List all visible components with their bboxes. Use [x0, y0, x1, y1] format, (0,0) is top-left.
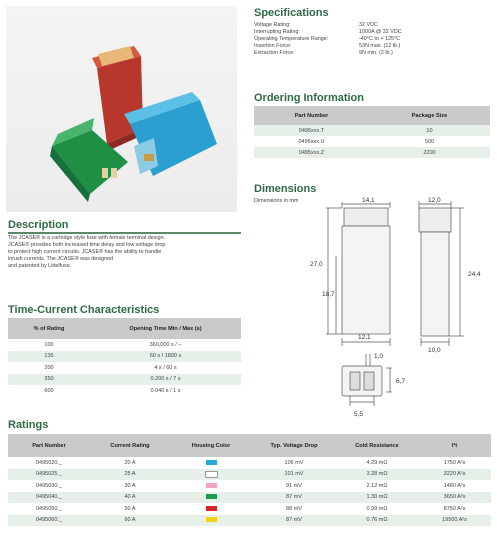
table-cell: 135	[8, 351, 90, 363]
dimensions-drawing	[296, 196, 496, 428]
spec-value: 1000A @ 32 VDC	[359, 28, 402, 35]
table-cell: 106 mV	[252, 457, 336, 469]
dim-height-total: 27,0	[310, 261, 323, 268]
table-cell: 0495025._	[8, 469, 90, 481]
housing-color-swatch	[206, 460, 217, 465]
ratings-header: Part Number	[8, 434, 90, 457]
spec-label: Operating Temperature Range:	[254, 35, 329, 42]
spec-row	[254, 50, 490, 57]
housing-color-cell	[170, 503, 252, 515]
table-cell: 0.200 s / 7 s	[90, 374, 241, 386]
description-line: JCASE® provides both increased time delay and low voltage drop	[8, 241, 166, 248]
table-cell: 0.99 mΩ	[336, 503, 418, 515]
table-cell: 0495xxx.U	[254, 136, 369, 147]
table-row	[8, 515, 491, 527]
table-row	[254, 147, 490, 158]
table-cell: 0495020._	[8, 457, 90, 469]
table-cell: 91 mV	[252, 480, 336, 492]
spec-row	[254, 29, 490, 36]
table-cell: 1750 A²s	[418, 457, 491, 469]
table-cell: 0495xxx.T	[254, 125, 369, 136]
specifications-list	[254, 22, 490, 57]
dim-side-bottom: 10,0	[428, 347, 441, 354]
table-cell: 0495030._	[8, 480, 90, 492]
table-row	[8, 503, 491, 515]
spec-row	[254, 22, 490, 29]
specifications-title: Specifications	[254, 7, 329, 19]
time-current-table	[8, 318, 241, 397]
description-text	[8, 235, 248, 270]
table-cell: 600	[8, 385, 90, 397]
housing-color-cell	[170, 457, 252, 469]
spec-label: Extraction Force:	[254, 49, 295, 56]
dim-term-gap: 1,0	[374, 353, 384, 360]
spec-label: Interrupting Rating:	[254, 28, 300, 35]
table-row	[8, 469, 491, 481]
spec-row	[254, 36, 490, 43]
ratings-table	[8, 434, 491, 526]
housing-color-swatch	[206, 483, 217, 488]
table-cell: 19500 A²s	[418, 515, 491, 527]
table-row	[8, 374, 241, 386]
ratings-header: Current Rating	[90, 434, 170, 457]
spec-label: Insertion Force:	[254, 42, 292, 49]
table-row	[8, 385, 241, 397]
table-cell: 2200	[369, 147, 490, 158]
table-cell: 4.29 mΩ	[336, 457, 418, 469]
table-cell: 0495050._	[8, 503, 90, 515]
spec-value: 32 VDC	[359, 22, 378, 28]
spec-row	[254, 43, 490, 50]
table-row	[8, 351, 241, 363]
housing-color-swatch	[205, 471, 218, 478]
table-row	[8, 362, 241, 374]
time-current-header: Opening Time Min / Max (s)	[90, 318, 241, 339]
housing-color-swatch	[206, 494, 217, 499]
description-divider	[8, 232, 241, 234]
table-cell: 87 mV	[252, 515, 336, 527]
table-cell: 3.28 mΩ	[336, 469, 418, 481]
housing-color-cell	[170, 469, 252, 481]
table-cell: 3650 A²s	[418, 492, 491, 504]
time-current-header: % of Rating	[8, 318, 90, 339]
table-row	[254, 136, 490, 147]
dim-term-height: 6,7	[396, 378, 406, 385]
dimensions-title: Dimensions	[254, 183, 317, 195]
table-cell: 3220 A²s	[418, 469, 491, 481]
table-cell: 0495060._	[8, 515, 90, 527]
dim-height-body: 18,7	[322, 291, 335, 298]
table-row	[8, 457, 491, 469]
ratings-header: I²t	[418, 434, 491, 457]
table-cell: 101 mV	[252, 469, 336, 481]
dim-side-top: 12,0	[428, 197, 441, 204]
table-cell: 200	[8, 362, 90, 374]
table-cell: 10	[369, 125, 490, 136]
table-row	[8, 339, 241, 351]
ratings-title: Ratings	[8, 419, 49, 431]
table-row	[8, 492, 491, 504]
housing-color-cell	[170, 492, 252, 504]
description-title: Description	[8, 219, 69, 231]
table-cell: 88 mV	[252, 503, 336, 515]
spec-label: Voltage Rating:	[254, 22, 291, 28]
dim-width-bottom: 12,1	[358, 334, 371, 341]
table-cell: 87 mV	[252, 492, 336, 504]
table-cell: 25 A	[90, 469, 170, 481]
table-cell: 0495xxx.Z	[254, 147, 369, 158]
table-cell: 50 A	[90, 503, 170, 515]
ordering-title: Ordering Information	[254, 92, 364, 104]
description-line: to protect high current circuits. JCASE® has the ability to handle	[8, 248, 162, 255]
ratings-header: Cold Resistance	[336, 434, 418, 457]
table-cell: 360,000 s / –	[90, 339, 241, 351]
ordering-header: Package Size	[369, 106, 490, 125]
description-line: and patented by Littelfuse.	[8, 262, 72, 269]
time-current-title: Time-Current Characteristics	[8, 304, 160, 316]
table-cell: 500	[369, 136, 490, 147]
table-cell: 1480 A²s	[418, 480, 491, 492]
ordering-header: Part Number	[254, 106, 369, 125]
table-cell: 30 A	[90, 480, 170, 492]
table-cell: 8750 A²s	[418, 503, 491, 515]
dim-width-top: 14,1	[362, 197, 375, 204]
ordering-table	[254, 106, 490, 158]
table-cell: 0.76 mΩ	[336, 515, 418, 527]
spec-value: -40°C to + 125°C	[359, 35, 401, 42]
table-cell: 100	[8, 339, 90, 351]
table-cell: 0.040 s / 1 s	[90, 385, 241, 397]
spec-value: 9N min. (2 lb.)	[359, 49, 393, 56]
table-cell: 20 A	[90, 457, 170, 469]
table-cell: 2.12 mΩ	[336, 480, 418, 492]
table-cell: 4 s / 60 s	[90, 362, 241, 374]
description-line: inrush currents. The JCASE® was designed	[8, 255, 114, 262]
housing-color-cell	[170, 515, 252, 527]
product-photo	[6, 6, 237, 212]
table-cell: 0495040._	[8, 492, 90, 504]
dim-side-height: 24,4	[468, 271, 481, 278]
dim-term-width: 5,5	[354, 411, 364, 418]
table-cell: 60 s / 1800 s	[90, 351, 241, 363]
table-cell: 350	[8, 374, 90, 386]
spec-value: 53N max. (12 lb.)	[359, 42, 401, 49]
ratings-header: Housing Color	[170, 434, 252, 457]
housing-color-swatch	[206, 517, 217, 522]
dimensions-subtitle: Dimensions in mm	[254, 198, 299, 204]
table-row	[254, 125, 490, 136]
housing-color-swatch	[206, 506, 217, 511]
table-cell: 40 A	[90, 492, 170, 504]
housing-color-cell	[170, 480, 252, 492]
ratings-header: Typ. Voltage Drop	[252, 434, 336, 457]
table-cell: 60 A	[90, 515, 170, 527]
table-row	[8, 480, 491, 492]
table-cell: 1.30 mΩ	[336, 492, 418, 504]
description-line: The JCASE® is a cartridge style fuse with female terminal design.	[8, 235, 166, 241]
